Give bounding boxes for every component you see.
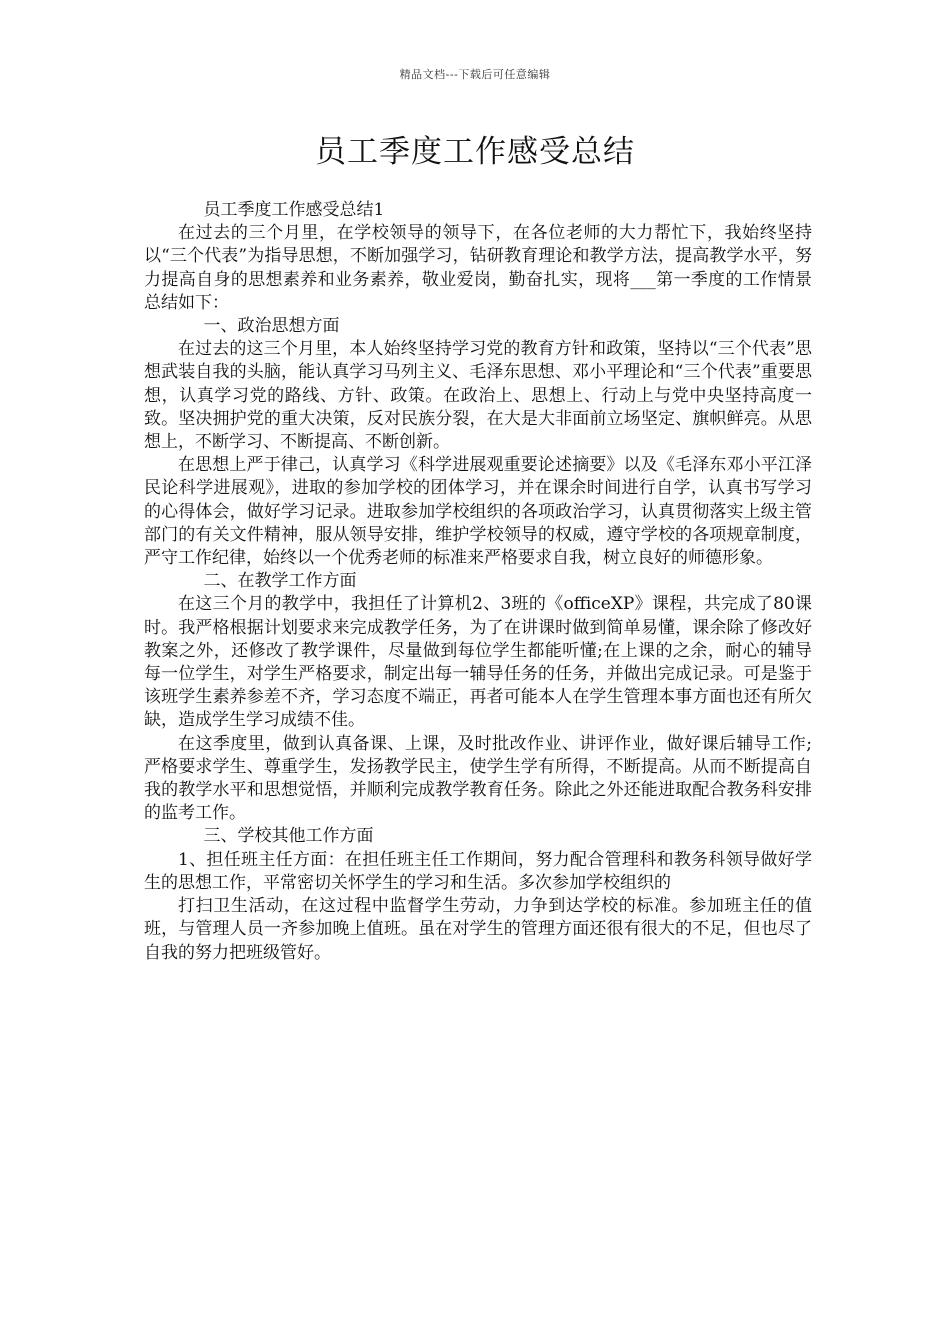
header-note: 精品文档---下载后可任意编辑 (399, 68, 551, 81)
paragraph-teaching-2: 在这季度里，做到认真备课、上课，及时批改作业、讲评作业，做好课后辅导工作;严格要求学生、尊重学生，发扬教学民主，使学生学有所得，不断提高。从而不断提高自我的教学水平和思想觉悟，并顺利完成教学教育任务。除此之外还能进取配合教务科安排的监考工作。 (144, 733, 812, 824)
paragraph-other-2: 打扫卫生活动，在这过程中监督学生劳动，力争到达学校的标准。参加班主任的值班，与管理人员一齐参加晚上值班。虽在对学生的管理方面还很有很大的不足，但也尽了自我的努力把班级管好。 (144, 896, 812, 963)
document-title: 员工季度工作感受总结 (315, 134, 635, 170)
document-body (144, 199, 812, 965)
paragraph-other-1: 1、担任班主任方面：在担任班主任工作期间，努力配合管理科和教务科领导做好学生的思想工作，平常密切关怀学生的学习和生活。多次参加学校组织的 (144, 849, 812, 893)
paragraph-politics-1: 在过去的这三个月里，本人始终坚持学习党的教育方针和政策，坚持以“三个代表”思想武装自我的头脑，能认真学习马列主义、毛泽东思想、邓小平理论和“三个代表”重要思想，认真学习党的路线、方针、政策。在政治上、思想上、行动上与党中央坚持高度一致。坚决拥护党的重大决策，反对民族分裂，在大是大非面前立场坚定、旗帜鲜亮。从思想上，不断学习、不断提高、不断创新。 (144, 339, 812, 453)
paragraph-intro: 在过去的三个月里，在学校领导的领导下，在各位老师的大力帮忙下，我始终坚持以“三个代表”为指导思想，不断加强学习，钻研教育理论和教学方法，提高教学水平，努力提高自身的思想素养和业务素养，敬业爱岗，勤奋扎实，现将___第一季度的工作情景总结如下： (144, 223, 812, 313)
section-heading-teaching: 二、在教学工作方面 (203, 571, 357, 592)
section-subtitle: 员工季度工作感受总结1 (203, 200, 385, 220)
section-heading-politics: 一、政治思想方面 (203, 316, 340, 337)
section-heading-other: 三、学校其他工作方面 (203, 826, 374, 847)
paragraph-teaching-1: 在这三个月的教学中，我担任了计算机2、3班的《officeXP》课程，共完成了80课时。我严格根据计划要求来完成教学任务，为了在讲课时做到简单易懂，课余除了修改好教案之外，还修改了教学课件，尽量做到每位学生都能听懂;在上课的之余，耐心的辅导每一位学生，对学生严格要求，制定出每一辅导任务的任务，并做出完成记录。可是鉴于该班学生素养参差不齐，学习态度不端正，再者可能本人在学生管理本事方面也还有所欠缺，造成学生学习成绩不佳。 (144, 594, 812, 731)
paragraph-politics-2: 在思想上严于律己，认真学习《科学进展观重要论述摘要》以及《毛泽东邓小平江泽民论科学进展观》，进取的参加学校的团体学习，并在课余时间进行自学，认真书写学习的心得体会，做好学习记录。进取参加学校组织的各项政治学习，认真贯彻落实上级主管部门的有关文件精神，服从领导安排，维护学校领导的权威，遵守学校的各项规章制度，严守工作纪律，始终以一个优秀老师的标准来严格要求自我，树立良好的师德形象。 (144, 455, 812, 569)
